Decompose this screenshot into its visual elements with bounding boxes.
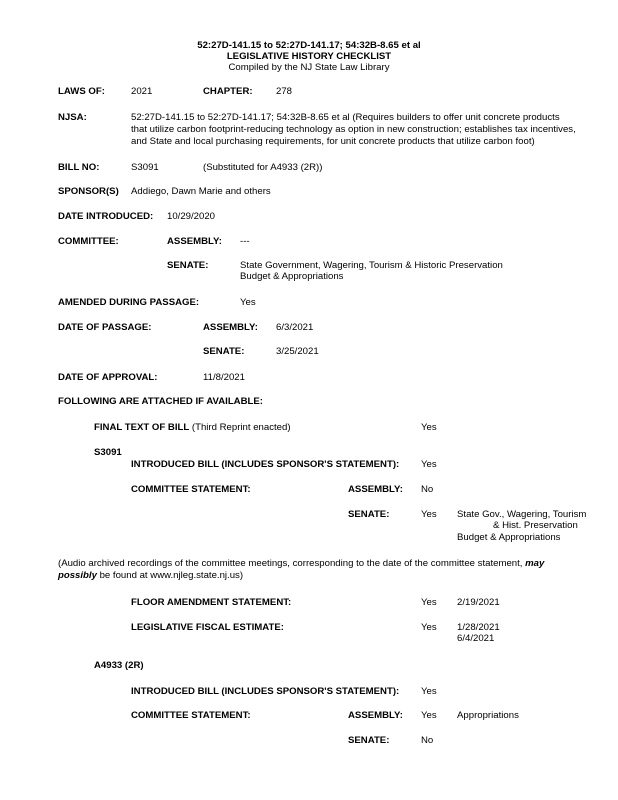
a4933-intro-label: INTRODUCED BILL (INCLUDES SPONSOR'S STATEMENT): <box>131 686 400 697</box>
fiscal-estimate-date-1: 1/28/2021 <box>457 622 500 633</box>
approval-value: 11/8/2021 <box>203 372 245 383</box>
bill-no-label: BILL NO: <box>58 162 100 173</box>
a4933-senate-value: No <box>421 735 434 746</box>
committee-senate-label: SENATE: <box>167 260 209 271</box>
audio-note-emphasis-possibly: possibly <box>58 569 97 581</box>
header-compiler: Compiled by the NJ State Law Library <box>228 62 390 73</box>
sponsors-label: SPONSOR(S) <box>58 186 119 197</box>
final-text-label: FINAL TEXT OF BILL <box>94 422 190 433</box>
committee-senate-value-1: State Government, Wagering, Tourism & Historic Preservation <box>240 260 503 271</box>
passage-label: DATE OF PASSAGE: <box>58 322 152 333</box>
s3091-intro-label: INTRODUCED BILL (INCLUDES SPONSOR'S STATEMENT): <box>131 459 400 470</box>
njsa-label: NJSA: <box>58 112 87 123</box>
final-text-note: (Third Reprint enacted) <box>191 422 291 433</box>
s3091-senate-label: SENATE: <box>348 509 390 520</box>
approval-label: DATE OF APPROVAL: <box>58 372 158 383</box>
fiscal-estimate-label: LEGISLATIVE FISCAL ESTIMATE: <box>131 622 284 633</box>
njsa-line-3: and State and local purchasing requirements, for unit concrete products that utilize carbon foot) <box>131 136 535 147</box>
committee-label: COMMITTEE: <box>58 236 119 247</box>
amended-value: Yes <box>240 297 256 308</box>
laws-of-label: LAWS OF: <box>58 86 105 97</box>
njsa-line-1: 52:27D-141.15 to 52:27D-141.17; 54:32B-8.65 et al (Requires builders to offer unit concrete products <box>131 112 560 123</box>
passage-assembly-value: 6/3/2021 <box>276 322 314 333</box>
passage-assembly-label: ASSEMBLY: <box>203 322 258 333</box>
s3091-assembly-value: No <box>421 484 434 495</box>
floor-amendment-value: Yes <box>421 597 437 608</box>
s3091-senate-note-1: State Gov., Wagering, Tourism <box>457 509 587 520</box>
s3091-senate-note-2: & Hist. Preservation <box>493 520 578 531</box>
fiscal-estimate-date-2: 6/4/2021 <box>457 633 495 644</box>
floor-amendment-date: 2/19/2021 <box>457 597 500 608</box>
s3091-senate-note-3: Budget & Appropriations <box>457 532 561 543</box>
header-title: 52:27D-141.15 to 52:27D-141.17; 54:32B-8.65 et al <box>197 40 421 51</box>
chapter-label: CHAPTER: <box>203 86 253 97</box>
floor-amendment-label: FLOOR AMENDMENT STATEMENT: <box>131 597 292 608</box>
passage-senate-label: SENATE: <box>203 346 245 357</box>
audio-note <box>58 558 578 581</box>
s3091-senate-value: Yes <box>421 509 437 520</box>
date-introduced-label: DATE INTRODUCED: <box>58 211 154 222</box>
passage-senate-value: 3/25/2021 <box>276 346 319 357</box>
njsa-line-2: that utilize carbon footprint-reducing technology as option in new construction; establishes tax incentives, <box>131 124 576 135</box>
a4933-assembly-value: Yes <box>421 710 437 721</box>
s3091-assembly-label: ASSEMBLY: <box>348 484 403 495</box>
laws-of-value: 2021 <box>131 86 153 97</box>
bill-substitution-note: (Substituted for A4933 (2R)) <box>203 162 323 173</box>
committee-assembly-label: ASSEMBLY: <box>167 236 222 247</box>
s3091-committee-statement-label: COMMITTEE STATEMENT: <box>131 484 251 495</box>
s3091-label: S3091 <box>94 447 122 458</box>
date-introduced-value: 10/29/2020 <box>167 211 216 222</box>
a4933-assembly-note: Appropriations <box>457 710 519 721</box>
a4933-committee-statement-label: COMMITTEE STATEMENT: <box>131 710 251 721</box>
a4933-senate-label: SENATE: <box>348 735 390 746</box>
final-text-value: Yes <box>421 422 437 433</box>
committee-senate-value-2: Budget & Appropriations <box>240 271 344 282</box>
a4933-assembly-label: ASSEMBLY: <box>348 710 403 721</box>
a4933-intro-value: Yes <box>421 686 437 697</box>
header-subtitle: LEGISLATIVE HISTORY CHECKLIST <box>226 51 392 62</box>
chapter-value: 278 <box>276 86 293 97</box>
sponsors-value: Addiego, Dawn Marie and others <box>131 186 271 197</box>
s3091-intro-value: Yes <box>421 459 437 470</box>
audio-note-text: (Audio archived recordings of the committee meetings, corresponding to the date of the committee statement, <box>58 558 526 569</box>
amended-label: AMENDED DURING PASSAGE: <box>58 297 200 308</box>
committee-assembly-value: --- <box>240 236 250 247</box>
fiscal-estimate-value: Yes <box>421 622 437 633</box>
final-text-row <box>94 422 291 434</box>
bill-no-value: S3091 <box>131 162 159 173</box>
audio-note-emphasis-may: may <box>525 558 545 569</box>
following-label: FOLLOWING ARE ATTACHED IF AVAILABLE: <box>58 396 263 407</box>
audio-note-link-text: be found at www.njleg.state.nj.us) <box>96 569 244 581</box>
a4933-label: A4933 (2R) <box>94 660 144 671</box>
